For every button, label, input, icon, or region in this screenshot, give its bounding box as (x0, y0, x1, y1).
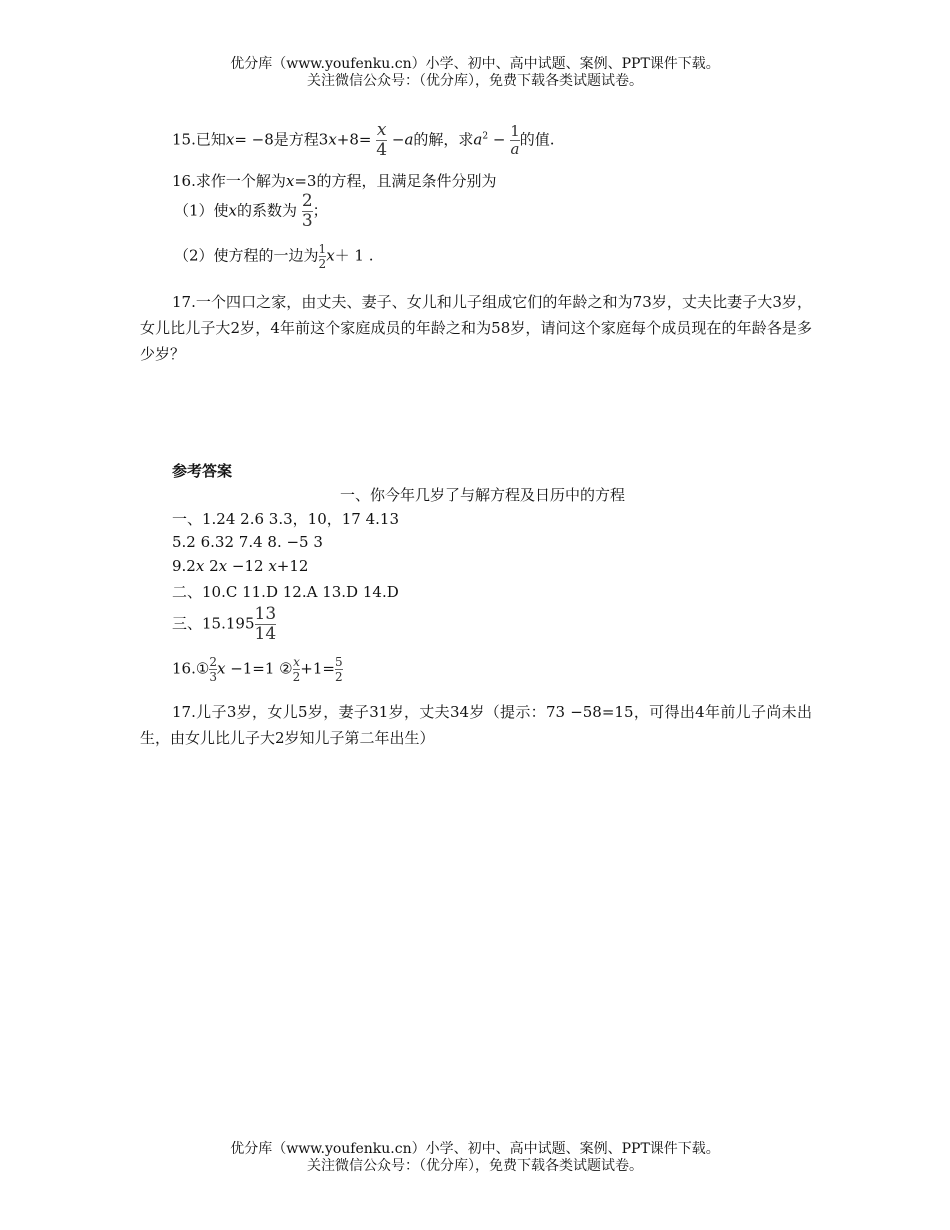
q15-text: = −8是方程3 (234, 130, 329, 149)
exponent: 2 (482, 131, 489, 142)
answer-line: 16.① $\frac{2}{3}$ x −1=1 ② $\frac{x}{2}$ +1= $\frac{5}{2}$ (172, 655, 343, 684)
fraction-x-over-4: $\frac{x}{4}$ (376, 120, 388, 160)
header-line-1: 优分库（www.youfenku.cn）小学、初中、高中试题、案例、PPT课件下载。 (230, 56, 720, 72)
q15-text: − (488, 130, 506, 149)
q15-text: 的值. (519, 130, 555, 149)
fraction-5-over-2: $\frac{5}{2}$ (334, 655, 343, 684)
var-x: x (225, 130, 235, 149)
page-header (0, 56, 950, 90)
answer-17: 17.儿子3岁，女儿5岁，妻子31岁，丈夫34岁（提示：73 −58=15，可得出4年前儿子尚未出生，由女儿比儿子大2岁知儿子第二年出生） (140, 703, 812, 747)
question-16-title: 16.求作一个解为x=3的方程，且满足条件分别为 (172, 172, 497, 190)
answer-line: 三、15.195 $\frac{13}{14}$ (172, 604, 277, 644)
page-footer (0, 1141, 950, 1175)
answer-line: 5.2 6.32 7.4 8. −5 3 (172, 533, 323, 551)
fraction-1-over-2: $\frac{1}{2}$ (318, 242, 327, 271)
answer-line: 一、1.24 2.6 3.3，10，17 4.13 (172, 510, 399, 528)
question-16-condition-2: （2）使方程的一边为 $\frac{1}{2}$ x＋ 1 . (174, 242, 374, 271)
q15-text: +8= (336, 130, 372, 149)
fraction-x-over-2: $\frac{x}{2}$ (292, 655, 301, 684)
fraction-2-over-3: $\frac{2}{3}$ (301, 191, 313, 231)
var-x: x (328, 130, 337, 149)
answers-section-title: 一、你今年几岁了与解方程及日历中的方程 (340, 486, 626, 504)
footer-line-1: 优分库（www.youfenku.cn）小学、初中、高中试题、案例、PPT课件下载。 (230, 1141, 720, 1157)
q15-text: − (387, 130, 405, 149)
var-a: a (404, 130, 414, 149)
question-17: 17.一个四口之家，由丈夫、妻子、女儿和儿子组成它们的年龄之和为73岁，丈夫比妻子大3岁，女儿比儿子大2岁，4年前这个家庭成员的年龄之和为58岁，请问这个家庭每个成员现在的年龄各是多少岁？ (140, 293, 812, 363)
header-line-2: 关注微信公众号：（优分库），免费下载各类试题试卷。 (307, 73, 643, 89)
fraction-1-over-a: $\frac{1}{a}$ (510, 122, 520, 158)
answer-line: 二、10.C 11.D 12.A 13.D 14.D (172, 583, 399, 601)
var-a: a (473, 130, 483, 149)
question-16-condition-1: （1）使x的系数为 $\frac{2}{3}$ ； (174, 191, 328, 231)
question-15 (172, 122, 555, 159)
q15-text: 的解，求 (413, 130, 474, 149)
answers-heading: 参考答案 (172, 462, 233, 480)
fraction-2-over-3: $\frac{2}{3}$ (209, 655, 217, 684)
fraction-13-over-14: $\frac{13}{14}$ (254, 604, 277, 644)
footer-line-2: 关注微信公众号：（优分库），免费下载各类试题试卷。 (307, 1158, 643, 1174)
answer-line: 9.2x 2x −12 x+12 (172, 557, 309, 575)
q15-text: 15.已知 (172, 130, 226, 149)
